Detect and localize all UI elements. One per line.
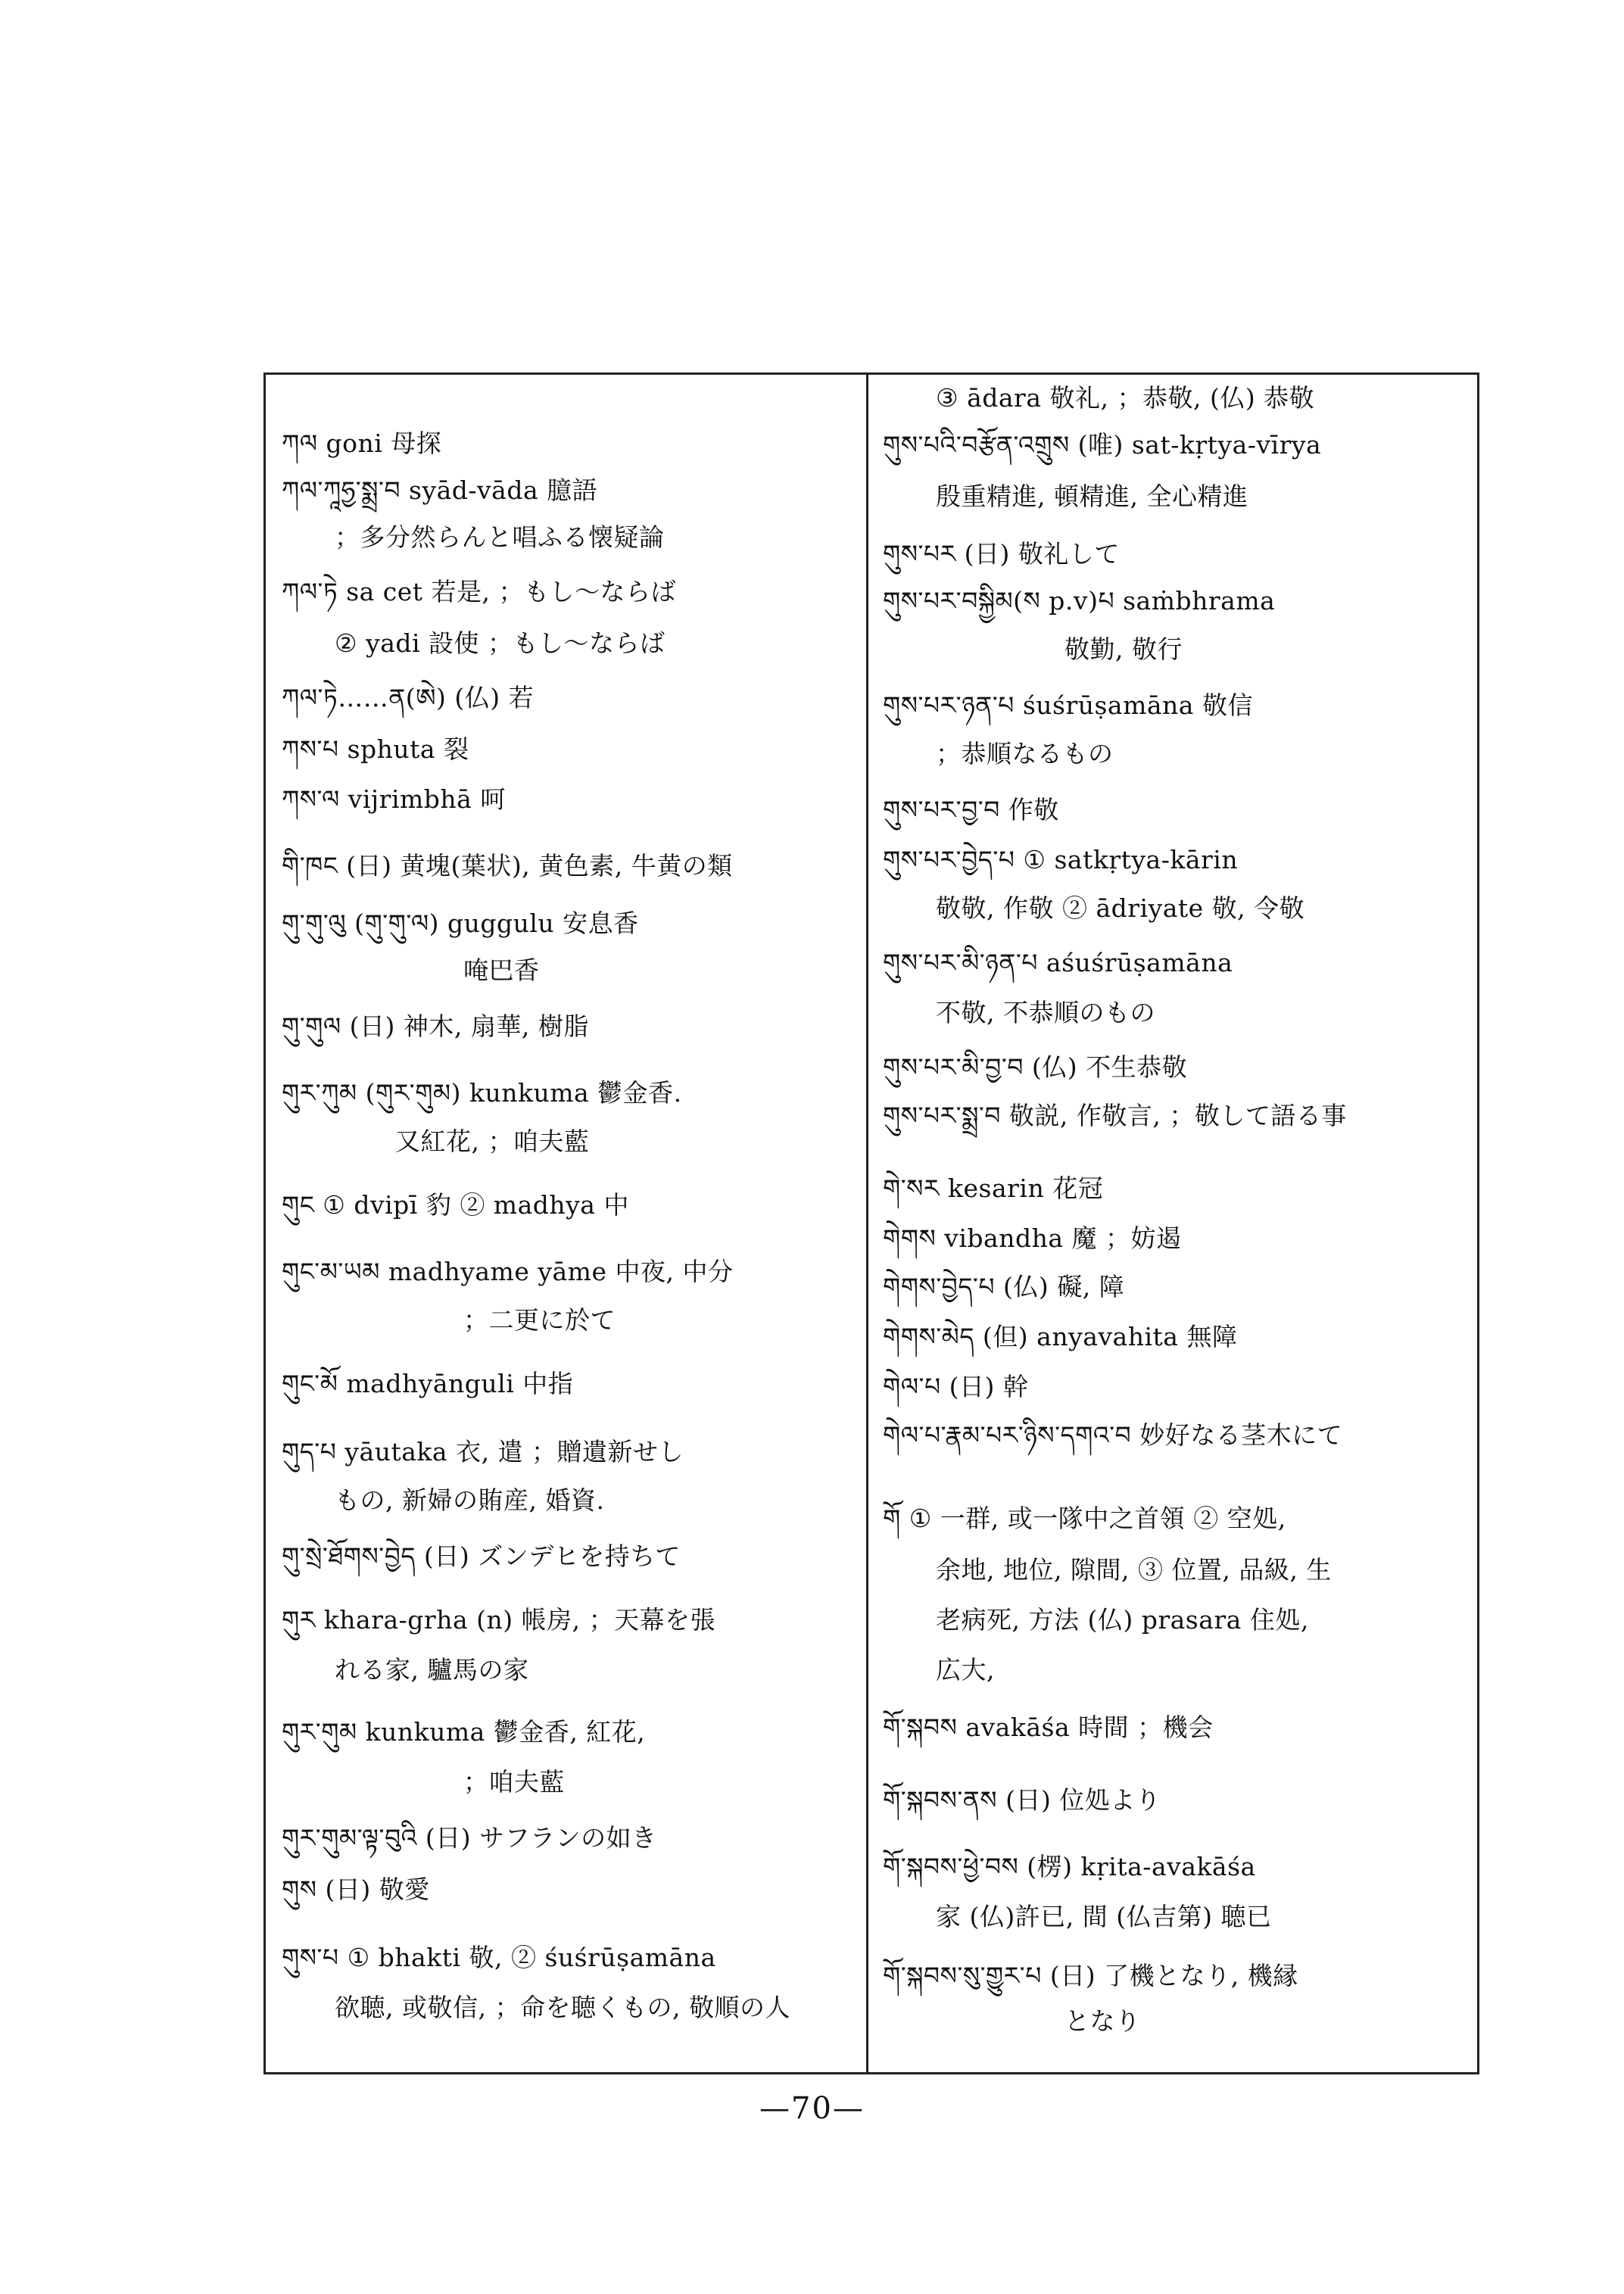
dictionary-entry: གུས་པར་བསྐྱིམ(ས p.v)པ saṁbhrama (883, 586, 1276, 616)
dictionary-entry: གུས (日) 敬愛 (282, 1875, 430, 1904)
dictionary-entry: གུས་པའི་བརྩོན་འགྲུས (唯) sat-kṛtya-vīrya (883, 430, 1322, 460)
entry-continuation: 不敬, 不恭順のもの (936, 998, 1155, 1027)
entry-continuation: 唵巴香 (463, 955, 540, 985)
column-divider (866, 372, 868, 2074)
dictionary-entry: གོ་སྐབས་སུ་གྱུར་པ (日) 了機となり, 機縁 (883, 1961, 1298, 1990)
entry-continuation: 余地, 地位, 隙間, ③ 位置, 品級, 生 (936, 1555, 1332, 1585)
dictionary-entry: གུང ① dvipī 豹 ② madhya 中 (282, 1190, 629, 1220)
dictionary-entry: ཀལ་ཏེ sa cet 若是, ；もし〜ならば (282, 577, 677, 606)
entry-continuation: ② yadi 設使 ；もし〜ならば (335, 628, 665, 658)
dictionary-entry: གུང་མོ madhyānguli 中指 (282, 1369, 574, 1398)
dictionary-entry: གུར khara-grha (n) 帳房, ；天幕を張 (282, 1605, 716, 1635)
dictionary-entry: གུས་པར་མི་ཉན་པ aśuśrūṣamāna (883, 948, 1233, 977)
dictionary-entry: གུས་པར (日) 敬礼して (883, 539, 1120, 569)
dictionary-entry: གེལ་པ་རྣམ་པར་ཉིས་དགའ་བ 妙好なる茎木にて (883, 1420, 1343, 1450)
dictionary-entry: གི་ཁང (日) 黄塊(葉状), 黄色素, 牛黄の類 (282, 851, 733, 881)
page-number: —70— (759, 2091, 865, 2126)
dictionary-entry: གུས་པར་བྱ་བ 作敬 (883, 795, 1059, 824)
dictionary-entry: གོ ① 一群, 或一隊中之首領 ② 空処, (883, 1504, 1286, 1533)
dictionary-entry: གེགས་མེད (但) anyavahita 無障 (883, 1322, 1238, 1351)
entry-continuation: ③ ādara 敬礼, ；恭敬, (仏) 恭敬 (936, 383, 1315, 413)
entry-continuation: ；多分然らんと唱ふる懐疑論 (335, 522, 665, 552)
entry-continuation: 老病死, 方法 (仏) prasara 住処, (936, 1605, 1309, 1635)
dictionary-entry: ཀས་ལ vijrimbhā 呵 (282, 784, 506, 814)
dictionary-entry: གུང་མ་ཡམ madhyame yāme 中夜, 中分 (282, 1257, 734, 1286)
dictionary-entry: གུ་གུ་ལུ (གུ་གུ་ལ) guggulu 安息香 (282, 909, 639, 938)
dictionary-entry: གེགས་བྱེད་པ (仏) 礙, 障 (883, 1272, 1125, 1301)
entry-continuation: 敬勤, 敬行 (1064, 634, 1183, 664)
dictionary-entry: གུད་པ yāutaka 衣, 遣 ；贈遺新せし (282, 1437, 684, 1466)
entry-continuation: ；咱夫藍 (463, 1767, 565, 1797)
entry-continuation: 家 (仏)許已, 間 (仏吉第) 聴已 (936, 1902, 1272, 1931)
entry-continuation: 広大, (936, 1655, 995, 1685)
entry-continuation: ；二更に於て (463, 1305, 616, 1335)
dictionary-entry: ཀས་པ sphuta 裂 (282, 734, 469, 764)
dictionary-entry: གོ་སྐབས་ཕྱེ་བས (楞) kṛita-avakāśa (883, 1852, 1256, 1881)
dictionary-entry: གུ་སྲེ་ཐོགས་བྱེད (日) ズンデヒを持ちて (282, 1541, 681, 1571)
dictionary-entry: གེགས vibandha 魔 ；妨遏 (883, 1223, 1182, 1253)
dictionary-entry: གུས་པ ① bhakti 敬, ② śuśrūṣamāna (282, 1943, 716, 1972)
dictionary-entry: གུར་གུམ་ལྟ་བུའི (日) サフランの如き (282, 1823, 657, 1853)
dictionary-entry: གོ་སྐབས avakāśa 時間 ；機会 (883, 1713, 1214, 1742)
dictionary-entry: གུར་གུམ kunkuma 鬱金香, 紅花, (282, 1717, 646, 1747)
entry-continuation: 殷重精進, 頓精進, 全心精進 (936, 482, 1248, 511)
dictionary-entry: གུས་པར་མི་བྱ་བ (仏) 不生恭敬 (883, 1052, 1188, 1082)
dictionary-entry: གོ་སྐབས་ནས (日) 位処より (883, 1785, 1161, 1815)
dictionary-entry: གུས་པར་ཉན་པ śuśrūṣamāna 敬信 (883, 690, 1253, 720)
entry-continuation: れる家, 驢馬の家 (335, 1655, 529, 1685)
dictionary-entry: གུས་པར་བྱེད་པ ① satkṛtya-kārin (883, 845, 1239, 874)
entry-continuation: となり (1064, 2006, 1141, 2036)
dictionary-entry: གེལ་པ (日) 幹 (883, 1372, 1029, 1401)
dictionary-entry: གེ་སར kesarin 花冠 (883, 1173, 1104, 1203)
entry-continuation: もの, 新婦の賄産, 婚資. (335, 1485, 605, 1515)
dictionary-entry: གུར་ཀུམ (གུར་གུམ) kunkuma 鬱金香. (282, 1078, 682, 1108)
dictionary-entry: ཀལ་ཏེ……ན(ཨེ) (仏) 若 (282, 683, 535, 712)
dictionary-entry: གུ་གུལ (日) 神木, 扇華, 樹脂 (282, 1011, 589, 1041)
dictionary-entry: ཀལ་ཀཱཧྱ་སྨྲ་བ syād-vāda 臆語 (282, 475, 598, 505)
entry-continuation: 又紅花, ；咱夫藍 (395, 1127, 590, 1156)
entry-continuation: ；恭順なるもの (936, 739, 1114, 768)
dictionary-entry: གུས་པར་སྨྲ་བ 敬説, 作敬言, ；敬して語る事 (883, 1101, 1347, 1130)
dictionary-entry: ཀལ goni 母探 (282, 429, 442, 458)
entry-continuation: 欲聴, 或敬信, ；命を聴くもの, 敬順の人 (335, 1993, 790, 2022)
entry-continuation: 敬敬, 作敬 ② ādriyate 敬, 令敬 (936, 893, 1305, 923)
